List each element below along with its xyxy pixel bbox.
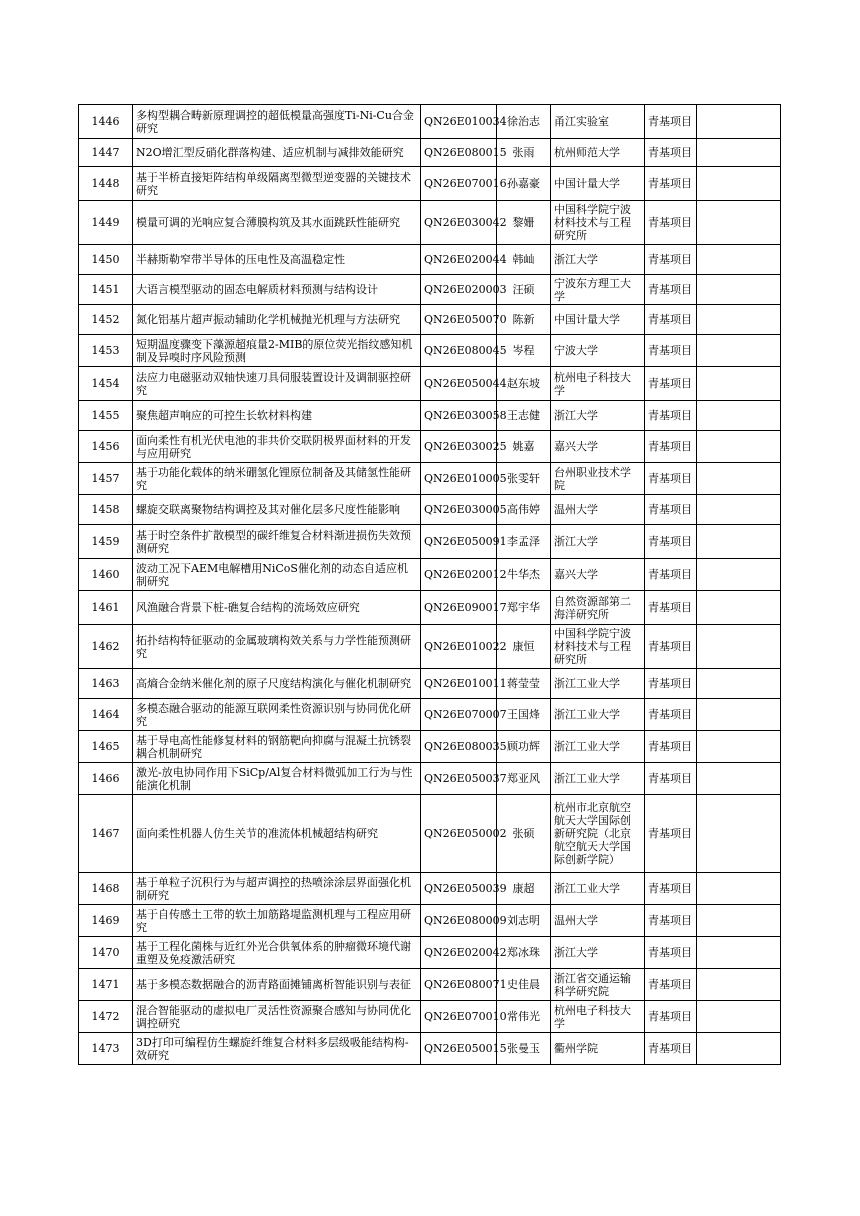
investigator-name: 岑程: [497, 335, 551, 367]
row-number: 1451: [79, 275, 133, 305]
project-type: 青基项目: [645, 525, 697, 559]
project-table: [78, 104, 781, 1065]
table-row: [79, 167, 781, 201]
project-title: 聚焦超声响应的可控生长软材料构建: [133, 401, 421, 431]
project-type: 青基项目: [645, 275, 697, 305]
blank-cell: [697, 367, 781, 401]
project-title: 高熵合金纳米催化剂的原子尺度结构演化与催化机制研究: [133, 669, 421, 699]
project-code: QN26E010011: [421, 669, 497, 699]
table-row: [79, 625, 781, 669]
project-type: 青基项目: [645, 1001, 697, 1033]
project-code: QN26E050002: [421, 795, 497, 873]
project-code: QN26E050015: [421, 1033, 497, 1065]
project-type: 青基项目: [645, 795, 697, 873]
project-type: 青基项目: [645, 105, 697, 139]
project-type: 青基项目: [645, 937, 697, 969]
project-title: 模量可调的光响应复合薄膜构筑及其水面跳跃性能研究: [133, 201, 421, 245]
row-number: 1462: [79, 625, 133, 669]
investigator-name: 张雯轩: [497, 463, 551, 495]
investigator-name: 张硕: [497, 795, 551, 873]
investigator-name: 张曼玉: [497, 1033, 551, 1065]
investigator-name: 康恒: [497, 625, 551, 669]
project-title: 基于时空条件扩散模型的碳纤维复合材料渐进损伤失效预测研究: [133, 525, 421, 559]
project-title: 基于自传感土工带的软土加筋路堤监测机理与工程应用研究: [133, 905, 421, 937]
blank-cell: [697, 873, 781, 905]
project-code: QN26E010034: [421, 105, 497, 139]
project-type: 青基项目: [645, 1033, 697, 1065]
institution-name: 浙江大学: [551, 937, 645, 969]
institution-name: 宁波东方理工大学: [551, 275, 645, 305]
investigator-name: 赵东坡: [497, 367, 551, 401]
blank-cell: [697, 795, 781, 873]
project-title: 螺旋交联离聚物结构调控及其对催化层多尺度性能影响: [133, 495, 421, 525]
project-type: 青基项目: [645, 495, 697, 525]
project-code: QN26E070010: [421, 1001, 497, 1033]
table-row: [79, 463, 781, 495]
institution-name: 甬江实验室: [551, 105, 645, 139]
project-type: 青基项目: [645, 401, 697, 431]
row-number: 1458: [79, 495, 133, 525]
project-title: 混合智能驱动的虚拟电厂灵活性资源聚合感知与协同优化调控研究: [133, 1001, 421, 1033]
project-title: 基于工程化菌株与近红外光合供氧体系的肿瘤微环境代谢重塑及免疫激活研究: [133, 937, 421, 969]
institution-name: 浙江大学: [551, 245, 645, 275]
table-row: [79, 275, 781, 305]
project-code: QN26E020042: [421, 937, 497, 969]
project-code: QN26E080071: [421, 969, 497, 1001]
row-number: 1456: [79, 431, 133, 463]
project-code: QN26E010005: [421, 463, 497, 495]
row-number: 1463: [79, 669, 133, 699]
row-number: 1447: [79, 139, 133, 167]
institution-name: 浙江工业大学: [551, 669, 645, 699]
institution-name: 中国计量大学: [551, 305, 645, 335]
investigator-name: 常伟光: [497, 1001, 551, 1033]
table-row: [79, 591, 781, 625]
investigator-name: 蒋莹莹: [497, 669, 551, 699]
investigator-name: 黎姗: [497, 201, 551, 245]
blank-cell: [697, 495, 781, 525]
table-row: [79, 699, 781, 731]
project-type: 青基项目: [645, 731, 697, 763]
row-number: 1457: [79, 463, 133, 495]
institution-name: 杭州电子科技大学: [551, 1001, 645, 1033]
institution-name: 浙江大学: [551, 525, 645, 559]
blank-cell: [697, 905, 781, 937]
investigator-name: 陈新: [497, 305, 551, 335]
institution-name: 浙江工业大学: [551, 731, 645, 763]
table-row: [79, 401, 781, 431]
blank-cell: [697, 105, 781, 139]
project-type: 青基项目: [645, 873, 697, 905]
table-row: [79, 905, 781, 937]
project-title: 多构型耦合畴新原理调控的超低模量高强度Ti-Ni-Cu合金研究: [133, 105, 421, 139]
institution-name: 衢州学院: [551, 1033, 645, 1065]
project-type: 青基项目: [645, 335, 697, 367]
investigator-name: 郑宇华: [497, 591, 551, 625]
row-number: 1446: [79, 105, 133, 139]
project-type: 青基项目: [645, 905, 697, 937]
project-title: 多模态融合驱动的能源互联网柔性资源识别与协同优化研究: [133, 699, 421, 731]
project-code: QN26E050039: [421, 873, 497, 905]
table-row: [79, 559, 781, 591]
blank-cell: [697, 139, 781, 167]
project-title: 基于多模态数据融合的沥青路面摊铺离析智能识别与表征: [133, 969, 421, 1001]
blank-cell: [697, 525, 781, 559]
project-type: 青基项目: [645, 167, 697, 201]
project-title: 短期温度骤变下藻源超痕量2-MIB的原位荧光指纹感知机制及异嗅时序风险预测: [133, 335, 421, 367]
institution-name: 嘉兴大学: [551, 431, 645, 463]
institution-name: 中国科学院宁波材料技术与工程研究所: [551, 201, 645, 245]
investigator-name: 王国烽: [497, 699, 551, 731]
project-code: QN26E030005: [421, 495, 497, 525]
blank-cell: [697, 167, 781, 201]
blank-cell: [697, 969, 781, 1001]
institution-name: 杭州师范大学: [551, 139, 645, 167]
project-type: 青基项目: [645, 669, 697, 699]
project-type: 青基项目: [645, 367, 697, 401]
table-row: [79, 525, 781, 559]
project-title: 基于半桥直接矩阵结构单级隔离型微型逆变器的关键技术研究: [133, 167, 421, 201]
row-number: 1467: [79, 795, 133, 873]
row-number: 1473: [79, 1033, 133, 1065]
row-number: 1454: [79, 367, 133, 401]
project-title: 风渔融合背景下桩-礁复合结构的流场效应研究: [133, 591, 421, 625]
investigator-name: 郑冰珠: [497, 937, 551, 969]
row-number: 1459: [79, 525, 133, 559]
table-row: [79, 245, 781, 275]
project-type: 青基项目: [645, 431, 697, 463]
blank-cell: [697, 275, 781, 305]
blank-cell: [697, 763, 781, 795]
investigator-name: 康超: [497, 873, 551, 905]
project-title: 基于功能化载体的纳米硼氢化锂原位制备及其储氢性能研究: [133, 463, 421, 495]
investigator-name: 刘志明: [497, 905, 551, 937]
project-title: 波动工况下AEM电解槽用NiCoS催化剂的动态自适应机制研究: [133, 559, 421, 591]
row-number: 1461: [79, 591, 133, 625]
project-code: QN26E050091: [421, 525, 497, 559]
table-row: [79, 795, 781, 873]
blank-cell: [697, 559, 781, 591]
row-number: 1464: [79, 699, 133, 731]
blank-cell: [697, 731, 781, 763]
institution-name: 中国计量大学: [551, 167, 645, 201]
institution-name: 杭州电子科技大学: [551, 367, 645, 401]
investigator-name: 韩屾: [497, 245, 551, 275]
row-number: 1472: [79, 1001, 133, 1033]
table-row: [79, 1001, 781, 1033]
project-title: 大语言模型驱动的固态电解质材料预测与结构设计: [133, 275, 421, 305]
project-title: 氮化铝基片超声振动辅助化学机械抛光机理与方法研究: [133, 305, 421, 335]
table-row: [79, 105, 781, 139]
investigator-name: 李孟泽: [497, 525, 551, 559]
blank-cell: [697, 625, 781, 669]
project-code: QN26E080035: [421, 731, 497, 763]
investigator-name: 徐治志: [497, 105, 551, 139]
investigator-name: 张雨: [497, 139, 551, 167]
project-title: 面向柔性有机光伏电池的非共价交联阴极界面材料的开发与应用研究: [133, 431, 421, 463]
row-number: 1452: [79, 305, 133, 335]
institution-name: 宁波大学: [551, 335, 645, 367]
row-number: 1449: [79, 201, 133, 245]
project-code: QN26E070007: [421, 699, 497, 731]
project-title: 3D打印可编程仿生螺旋纤维复合材料多层级吸能结构构-效研究: [133, 1033, 421, 1065]
investigator-name: 孙嘉豪: [497, 167, 551, 201]
blank-cell: [697, 401, 781, 431]
project-code: QN26E030058: [421, 401, 497, 431]
row-number: 1448: [79, 167, 133, 201]
project-code: QN26E080009: [421, 905, 497, 937]
table-row: [79, 873, 781, 905]
institution-name: 台州职业技术学院: [551, 463, 645, 495]
blank-cell: [697, 591, 781, 625]
project-title: 基于单粒子沉积行为与超声调控的热喷涂涂层界面强化机制研究: [133, 873, 421, 905]
institution-name: 中国科学院宁波材料技术与工程研究所: [551, 625, 645, 669]
blank-cell: [697, 669, 781, 699]
row-number: 1460: [79, 559, 133, 591]
blank-cell: [697, 1001, 781, 1033]
project-code: QN26E080045: [421, 335, 497, 367]
table-row: [79, 937, 781, 969]
project-code: QN26E070016: [421, 167, 497, 201]
project-title: 基于导电高性能修复材料的钢筋靶向抑腐与混凝土抗锈裂耦合机制研究: [133, 731, 421, 763]
project-type: 青基项目: [645, 559, 697, 591]
row-number: 1450: [79, 245, 133, 275]
investigator-name: 汪硕: [497, 275, 551, 305]
table-row: [79, 305, 781, 335]
table-row: [79, 669, 781, 699]
project-type: 青基项目: [645, 763, 697, 795]
row-number: 1468: [79, 873, 133, 905]
institution-name: 温州大学: [551, 905, 645, 937]
blank-cell: [697, 699, 781, 731]
table-row: [79, 1033, 781, 1065]
project-title: 面向柔性机器人仿生关节的准流体机械超结构研究: [133, 795, 421, 873]
blank-cell: [697, 335, 781, 367]
institution-name: 浙江工业大学: [551, 873, 645, 905]
institution-name: 嘉兴大学: [551, 559, 645, 591]
project-code: QN26E050044: [421, 367, 497, 401]
investigator-name: 顾功辉: [497, 731, 551, 763]
blank-cell: [697, 1033, 781, 1065]
institution-name: 温州大学: [551, 495, 645, 525]
project-code: QN26E050070: [421, 305, 497, 335]
institution-name: 浙江工业大学: [551, 763, 645, 795]
project-code: QN26E020012: [421, 559, 497, 591]
project-title: 半赫斯勒窄带半导体的压电性及高温稳定性: [133, 245, 421, 275]
row-number: 1465: [79, 731, 133, 763]
institution-name: 浙江工业大学: [551, 699, 645, 731]
project-type: 青基项目: [645, 305, 697, 335]
project-code: QN26E080015: [421, 139, 497, 167]
investigator-name: 王志健: [497, 401, 551, 431]
table-row: [79, 431, 781, 463]
institution-name: 自然资源部第二海洋研究所: [551, 591, 645, 625]
project-code: QN26E020044: [421, 245, 497, 275]
investigator-name: 郑亚风: [497, 763, 551, 795]
institution-name: 浙江省交通运输科学研究院: [551, 969, 645, 1001]
project-type: 青基项目: [645, 201, 697, 245]
project-type: 青基项目: [645, 463, 697, 495]
project-code: QN26E050037: [421, 763, 497, 795]
project-type: 青基项目: [645, 245, 697, 275]
table-row: [79, 763, 781, 795]
row-number: 1453: [79, 335, 133, 367]
table-row: [79, 139, 781, 167]
blank-cell: [697, 431, 781, 463]
institution-name: 浙江大学: [551, 401, 645, 431]
blank-cell: [697, 937, 781, 969]
project-type: 青基项目: [645, 591, 697, 625]
blank-cell: [697, 463, 781, 495]
project-code: QN26E030025: [421, 431, 497, 463]
investigator-name: 牛华杰: [497, 559, 551, 591]
investigator-name: 高伟婷: [497, 495, 551, 525]
row-number: 1470: [79, 937, 133, 969]
table-row: [79, 367, 781, 401]
investigator-name: 史佳晨: [497, 969, 551, 1001]
project-type: 青基项目: [645, 625, 697, 669]
table-row: [79, 731, 781, 763]
table-row: [79, 969, 781, 1001]
table-row: [79, 201, 781, 245]
project-code: QN26E020003: [421, 275, 497, 305]
table-row: [79, 495, 781, 525]
blank-cell: [697, 245, 781, 275]
project-type: 青基项目: [645, 139, 697, 167]
row-number: 1466: [79, 763, 133, 795]
project-code: QN26E090017: [421, 591, 497, 625]
investigator-name: 姚嘉: [497, 431, 551, 463]
table-row: [79, 335, 781, 367]
project-type: 青基项目: [645, 699, 697, 731]
project-title: 激光-放电协同作用下SiCp/Al复合材料微弧加工行为与性能演化机制: [133, 763, 421, 795]
project-type: 青基项目: [645, 969, 697, 1001]
project-code: QN26E010022: [421, 625, 497, 669]
institution-name: 杭州市北京航空航天大学国际创新研究院（北京航空航天大学国际创新学院）: [551, 795, 645, 873]
row-number: 1471: [79, 969, 133, 1001]
project-title: 法应力电磁驱动双轴快速刀具伺服装置设计及调制驱控研究: [133, 367, 421, 401]
blank-cell: [697, 305, 781, 335]
project-title: N2O增汇型反硝化群落构建、适应机制与减排效能研究: [133, 139, 421, 167]
project-code: QN26E030042: [421, 201, 497, 245]
row-number: 1455: [79, 401, 133, 431]
row-number: 1469: [79, 905, 133, 937]
project-title: 拓扑结构特征驱动的金属玻璃构效关系与力学性能预测研究: [133, 625, 421, 669]
blank-cell: [697, 201, 781, 245]
